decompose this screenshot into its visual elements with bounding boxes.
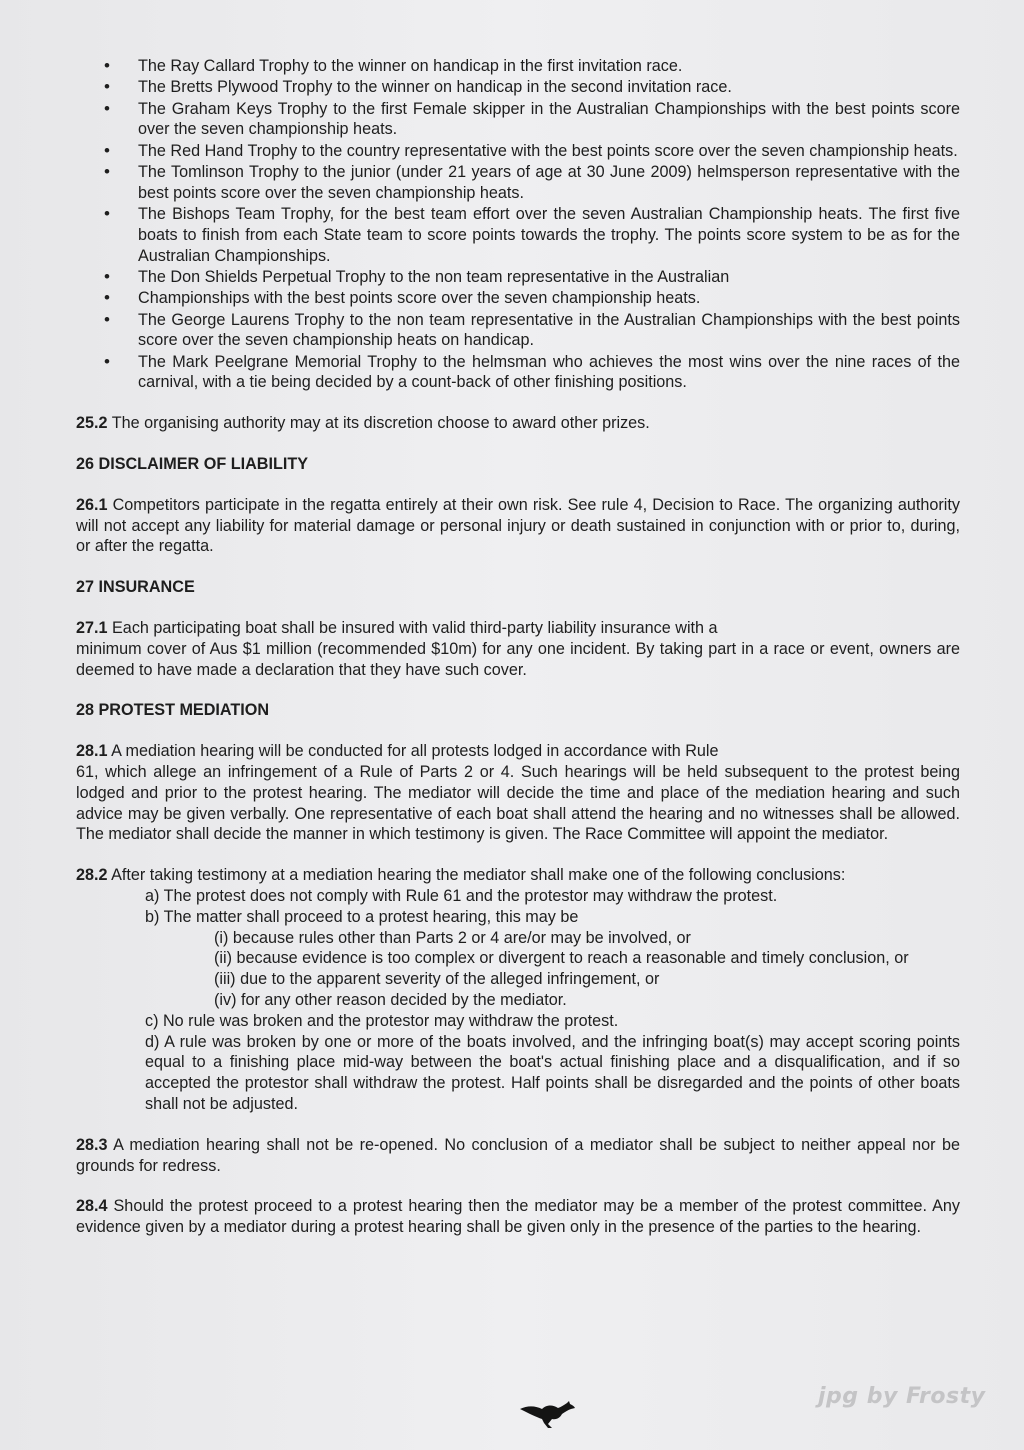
list-item: • The Don Shields Perpetual Trophy to the non team representative in the Australian	[76, 267, 960, 288]
clause-28-1-continued: 61, which allege an infringement of a Rule of Parts 2 or 4. Such hearings will be held subsequent to the protest being lodged and prior to the protest hearing. The mediator will decide the time and place of the mediation hearing and such advice may be given verbally. One representative of each boat shall attend the hearing and no witnesses shall be allowed. The mediator shall decide the manner in which testimony is given. The Race Committee will appoint the mediator.	[76, 763, 960, 844]
clause-text: The organising authority may at its discretion choose to award other prizes.	[107, 414, 650, 433]
clause-number: 26.1	[76, 495, 108, 514]
kangaroo-icon	[518, 1395, 576, 1431]
conclusion-b-ii: (ii) because evidence is too complex or divergent to reach a reasonable and timely conclusion, or	[214, 949, 909, 968]
conclusion-b-iv: (iv) for any other reason decided by the mediator.	[214, 990, 567, 1009]
conclusion-b-i: (i) because rules other than Parts 2 or 4 are/or may be involved, or	[214, 928, 691, 947]
list-item: • The Bishops Team Trophy, for the best team effort over the seven Australian Championship heats. The first five boats to finish from each State team to score points towards the trophy. The points score system to be as for the Australian Championships.	[76, 204, 960, 266]
clause-number: 28.1	[76, 742, 108, 761]
clause-text: Each participating boat shall be insured with valid third-party liability insurance with a	[107, 619, 718, 638]
list-item: • The Graham Keys Trophy to the first Female skipper in the Australian Championships with the best points score over the seven championship heats.	[76, 99, 960, 141]
list-item: • The Bretts Plywood Trophy to the winner on handicap in the second invitation race.	[76, 77, 960, 98]
clause-text: A mediation hearing shall not be re-opened. No conclusion of a mediator shall be subject to neither appeal nor be grounds for redress.	[76, 1135, 960, 1175]
conclusion-a: a) The protest does not comply with Rule 61 and the protestor may withdraw the protest.	[145, 887, 778, 905]
trophy-list	[76, 56, 960, 393]
clause-25-2	[76, 413, 960, 434]
section-heading-26: 26 DISCLAIMER OF LIABILITY	[76, 455, 309, 474]
clause-27-1	[76, 618, 960, 639]
list-item: • The George Laurens Trophy to the non team representative in the Australian Championships with the best points score over the seven championship heats on handicap.	[76, 310, 960, 352]
clause-26-1	[76, 495, 960, 557]
clause-number: 27.1	[76, 619, 108, 638]
clause-number: 28.2	[76, 866, 108, 885]
clause-27-1-continued: minimum cover of Aus $1 million (recommended $10m) for any one incident. By taking part in a race or event, owners are deemed to have made a declaration that they have such cover.	[76, 639, 960, 679]
section-heading-27: 27 INSURANCE	[76, 578, 195, 597]
list-item: • The Red Hand Trophy to the country representative with the best points score over the seven championship heats.	[76, 141, 960, 162]
list-item: • The Tomlinson Trophy to the junior (under 21 years of age at 30 June 2009) helmsperson representative with the best points score over the seven championship heats.	[76, 162, 960, 204]
clause-text: A mediation hearing will be conducted for all protests lodged in accordance with Rule	[107, 742, 719, 761]
watermark: jpg by Frosty	[818, 1384, 986, 1409]
clause-number: 28.4	[76, 1197, 108, 1216]
clause-28-3	[76, 1135, 960, 1177]
clause-number: 25.2	[76, 414, 108, 433]
clause-28-2	[76, 865, 960, 886]
list-item: • Championships with the best points score over the seven championship heats.	[76, 288, 960, 309]
conclusion-d: d) A rule was broken by one or more of the boats involved, and the infringing boat(s) may accept scoring points equal to a finishing place mid-way between the boat's actual finishing place and a disqualification, and if so accepted the protestor shall withdraw the protest. Half points shall be disregarded and the points of other boats shall not be adjusted.	[145, 1032, 960, 1113]
list-item: • The Ray Callard Trophy to the winner on handicap in the first invitation race.	[76, 56, 960, 77]
clause-28-1	[76, 741, 960, 762]
section-heading-28: 28 PROTEST MEDIATION	[76, 701, 270, 720]
clause-text: Competitors participate in the regatta entirely at their own risk. See rule 4, Decision to Race. The organizing authority will not accept any liability for material damage or personal injury or death sustained in conjunction with or prior to, during, or after the regatta.	[76, 495, 960, 556]
conclusion-b-iii: (iii) due to the apparent severity of the alleged infringement, or	[214, 970, 660, 989]
clause-number: 28.3	[76, 1135, 108, 1154]
clause-text: Should the protest proceed to a protest hearing then the mediator may be a member of the protest committee. Any evidence given by a mediator during a protest hearing shall be given only in the presence of the parties to the hearing.	[76, 1197, 960, 1237]
clause-text: After taking testimony at a mediation hearing the mediator shall make one of the following conclusions:	[107, 866, 846, 885]
conclusion-b: b) The matter shall proceed to a protest hearing, this may be	[145, 907, 579, 926]
list-item: • The Mark Peelgrane Memorial Trophy to the helmsman who achieves the most wins over the nine races of the carnival, with a tie being decided by a count-back of other finishing positions.	[76, 352, 960, 394]
clause-28-4	[76, 1196, 960, 1238]
conclusion-c: c) No rule was broken and the protestor may withdraw the protest.	[145, 1011, 619, 1030]
document-content	[76, 56, 960, 1238]
